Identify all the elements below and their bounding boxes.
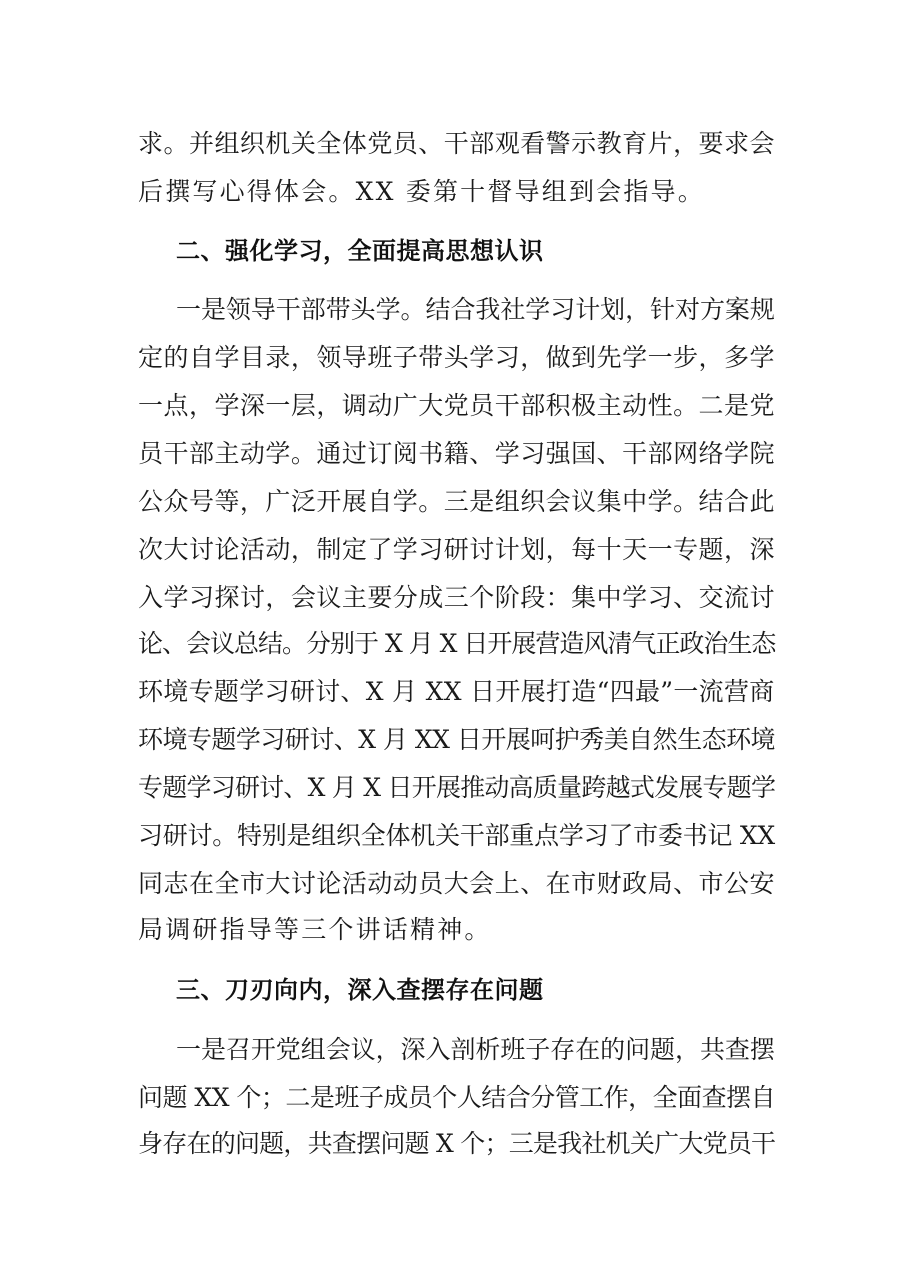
paragraph-line: 一是召开党组会议，深入剖析班子存在的问题，共查摆 [176, 1035, 775, 1064]
paragraph-line: 一点，学深一层，调动广大党员干部积极主动性。二是党 [138, 391, 776, 420]
paragraph-line: 次大讨论活动，制定了学习研讨计划，每十天一专题，深 [138, 535, 776, 564]
paragraph-line: 环境专题学习研讨、X 月 XX 日开展呵护秀美自然生态环境 [138, 725, 776, 754]
paragraph-line: 公众号等，广泛开展自学。三是组织会议集中学。结合此 [138, 487, 776, 516]
paragraph-line: 环境专题学习研讨、X 月 XX 日开展打造“四最”一流营商 [138, 677, 775, 706]
paragraph-line: 定的自学目录，领导班子带头学习，做到先学一步，多学 [138, 343, 776, 372]
section-heading-3: 三、刀刃向内，深入查摆存在问题 [176, 976, 544, 1004]
paragraph-line: 论、会议总结。分别于 X 月 X 日开展营造风清气正政治生态 [138, 629, 776, 658]
paragraph-line: 身存在的问题，共查摆问题 X 个；三是我社机关广大党员干 [138, 1129, 776, 1158]
paragraph-line: 员干部主动学。通过订阅书籍、学习强国、干部网络学院 [138, 439, 776, 468]
section-heading-2: 二、强化学习，全面提高思想认识 [176, 237, 544, 265]
paragraph-line: 求。并组织机关全体党员、干部观看警示教育片，要求会 [138, 129, 776, 158]
paragraph-line: 局调研指导等三个讲话精神。 [138, 915, 492, 944]
paragraph-line: 专题学习研讨、X 月 X 日开展推动高质量跨越式发展专题学 [138, 773, 776, 802]
paragraph-line: 入学习探讨，会议主要分成三个阶段：集中学习、交流讨 [138, 583, 776, 612]
paragraph-line: 习研讨。特别是组织全体机关干部重点学习了市委书记 XX [138, 821, 775, 850]
paragraph-line: 一是领导干部带头学。结合我社学习计划，针对方案规 [176, 295, 775, 324]
paragraph-line: 同志在全市大讨论活动动员大会上、在市财政局、市公安 [138, 869, 776, 898]
paragraph-line: 问题 XX 个；二是班子成员个人结合分管工作，全面查摆自 [138, 1083, 776, 1112]
paragraph-line: 后撰写心得体会。XX 委第十督导组到会指导。 [138, 177, 705, 206]
